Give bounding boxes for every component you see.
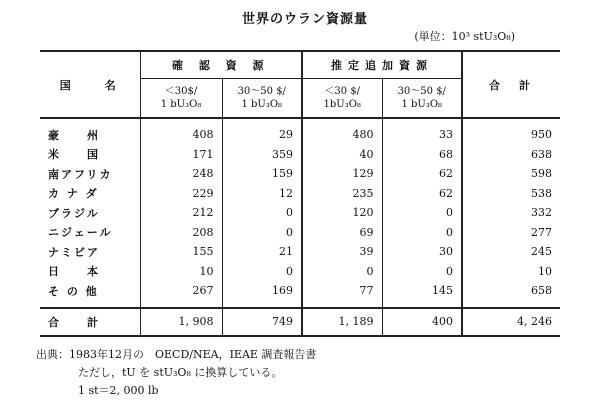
total-confirmed-lt30: 1, 908 xyxy=(140,308,222,336)
unit-note: 1 st＝2, 000 lb xyxy=(78,384,159,397)
table-row xyxy=(40,203,560,223)
cell-estimated-lt30: 235 xyxy=(302,184,382,204)
cell-confirmed-lt30: 267 xyxy=(140,281,222,308)
cell-total: 10 xyxy=(462,262,560,282)
uranium-resources-table xyxy=(40,50,560,337)
row-name: ニジェール xyxy=(48,226,113,240)
cell-confirmed-lt30: 248 xyxy=(140,164,222,184)
cell-confirmed-lt30: 229 xyxy=(140,184,222,204)
table-row xyxy=(40,242,560,262)
total-row xyxy=(40,308,560,336)
header-estimated-lt30: ＜30 $/ 1bU₃O₈ xyxy=(302,79,382,119)
total-estimated-lt30: 1, 189 xyxy=(302,308,382,336)
cell-confirmed-30-50: 159 xyxy=(222,164,302,184)
conversion-note: ただし，tU を stU₃O₈ に換算している。 xyxy=(78,366,283,379)
cell-total: 658 xyxy=(462,281,560,308)
cell-estimated-30-50: 62 xyxy=(382,184,462,204)
header-estimated: 推定追加資源 xyxy=(302,51,462,79)
total-row-name: 合 計 xyxy=(40,308,140,336)
table-row xyxy=(40,164,560,184)
cell-estimated-30-50: 145 xyxy=(382,281,462,308)
row-name: そ の 他 xyxy=(48,284,99,298)
row-name: 米 国 xyxy=(48,148,100,162)
cell-total: 277 xyxy=(462,223,560,243)
row-name: ナミビア xyxy=(48,245,100,259)
cell-confirmed-30-50: 359 xyxy=(222,145,302,165)
cell-estimated-lt30: 129 xyxy=(302,164,382,184)
table-title: 世界のウラン資源量 xyxy=(241,12,368,27)
cell-total: 598 xyxy=(462,164,560,184)
table-row xyxy=(40,184,560,204)
cell-estimated-30-50: 68 xyxy=(382,145,462,165)
table-row xyxy=(40,223,560,243)
table-row xyxy=(40,262,560,282)
cell-confirmed-30-50: 21 xyxy=(222,242,302,262)
cell-confirmed-lt30: 212 xyxy=(140,203,222,223)
cell-total: 950 xyxy=(462,118,560,145)
cell-confirmed-30-50: 0 xyxy=(222,203,302,223)
cell-estimated-lt30: 69 xyxy=(302,223,382,243)
cell-confirmed-lt30: 408 xyxy=(140,118,222,145)
cell-estimated-30-50: 0 xyxy=(382,223,462,243)
row-name: ブラジル xyxy=(48,206,100,220)
row-name: カ ナ ダ xyxy=(48,187,99,201)
unit-label: (単位：10³ stU₃O₈) xyxy=(414,30,515,43)
cell-confirmed-30-50: 0 xyxy=(222,223,302,243)
total-grand: 4, 246 xyxy=(462,308,560,336)
table-row xyxy=(40,118,560,145)
cell-estimated-30-50: 0 xyxy=(382,262,462,282)
cell-confirmed-30-50: 169 xyxy=(222,281,302,308)
cell-total: 538 xyxy=(462,184,560,204)
cell-total: 245 xyxy=(462,242,560,262)
cell-confirmed-lt30: 155 xyxy=(140,242,222,262)
total-confirmed-30-50: 749 xyxy=(222,308,302,336)
cell-estimated-lt30: 0 xyxy=(302,262,382,282)
header-confirmed-30-50: 30～50 $/ 1 bU₃O₈ xyxy=(222,79,302,119)
cell-confirmed-30-50: 12 xyxy=(222,184,302,204)
cell-estimated-lt30: 77 xyxy=(302,281,382,308)
cell-estimated-lt30: 40 xyxy=(302,145,382,165)
cell-total: 638 xyxy=(462,145,560,165)
header-confirmed-lt30: ＜30$/ 1 bU₃O₈ xyxy=(140,79,222,119)
cell-estimated-30-50: 62 xyxy=(382,164,462,184)
header-total: 合 計 xyxy=(462,51,560,118)
cell-confirmed-30-50: 0 xyxy=(222,262,302,282)
cell-total: 332 xyxy=(462,203,560,223)
cell-confirmed-lt30: 208 xyxy=(140,223,222,243)
row-name: 豪 州 xyxy=(48,128,100,142)
cell-estimated-30-50: 30 xyxy=(382,242,462,262)
header-confirmed: 確 認 資 源 xyxy=(140,51,302,79)
cell-confirmed-30-50: 29 xyxy=(222,118,302,145)
cell-estimated-30-50: 33 xyxy=(382,118,462,145)
cell-estimated-lt30: 480 xyxy=(302,118,382,145)
table-row xyxy=(40,281,560,308)
cell-estimated-30-50: 0 xyxy=(382,203,462,223)
header-country: 国 名 xyxy=(40,51,140,118)
row-name: 南アフリカ xyxy=(48,167,113,181)
total-estimated-30-50: 400 xyxy=(382,308,462,336)
cell-estimated-lt30: 39 xyxy=(302,242,382,262)
cell-confirmed-lt30: 171 xyxy=(140,145,222,165)
table-row xyxy=(40,145,560,165)
row-name: 日 本 xyxy=(48,265,100,279)
header-estimated-30-50: 30～50 $/ 1 bU₃O₈ xyxy=(382,79,462,119)
cell-estimated-lt30: 120 xyxy=(302,203,382,223)
source-note: 出典：1983年12月の OECD/NEA，IEAE 調査報告書 xyxy=(36,348,317,361)
cell-confirmed-lt30: 10 xyxy=(140,262,222,282)
